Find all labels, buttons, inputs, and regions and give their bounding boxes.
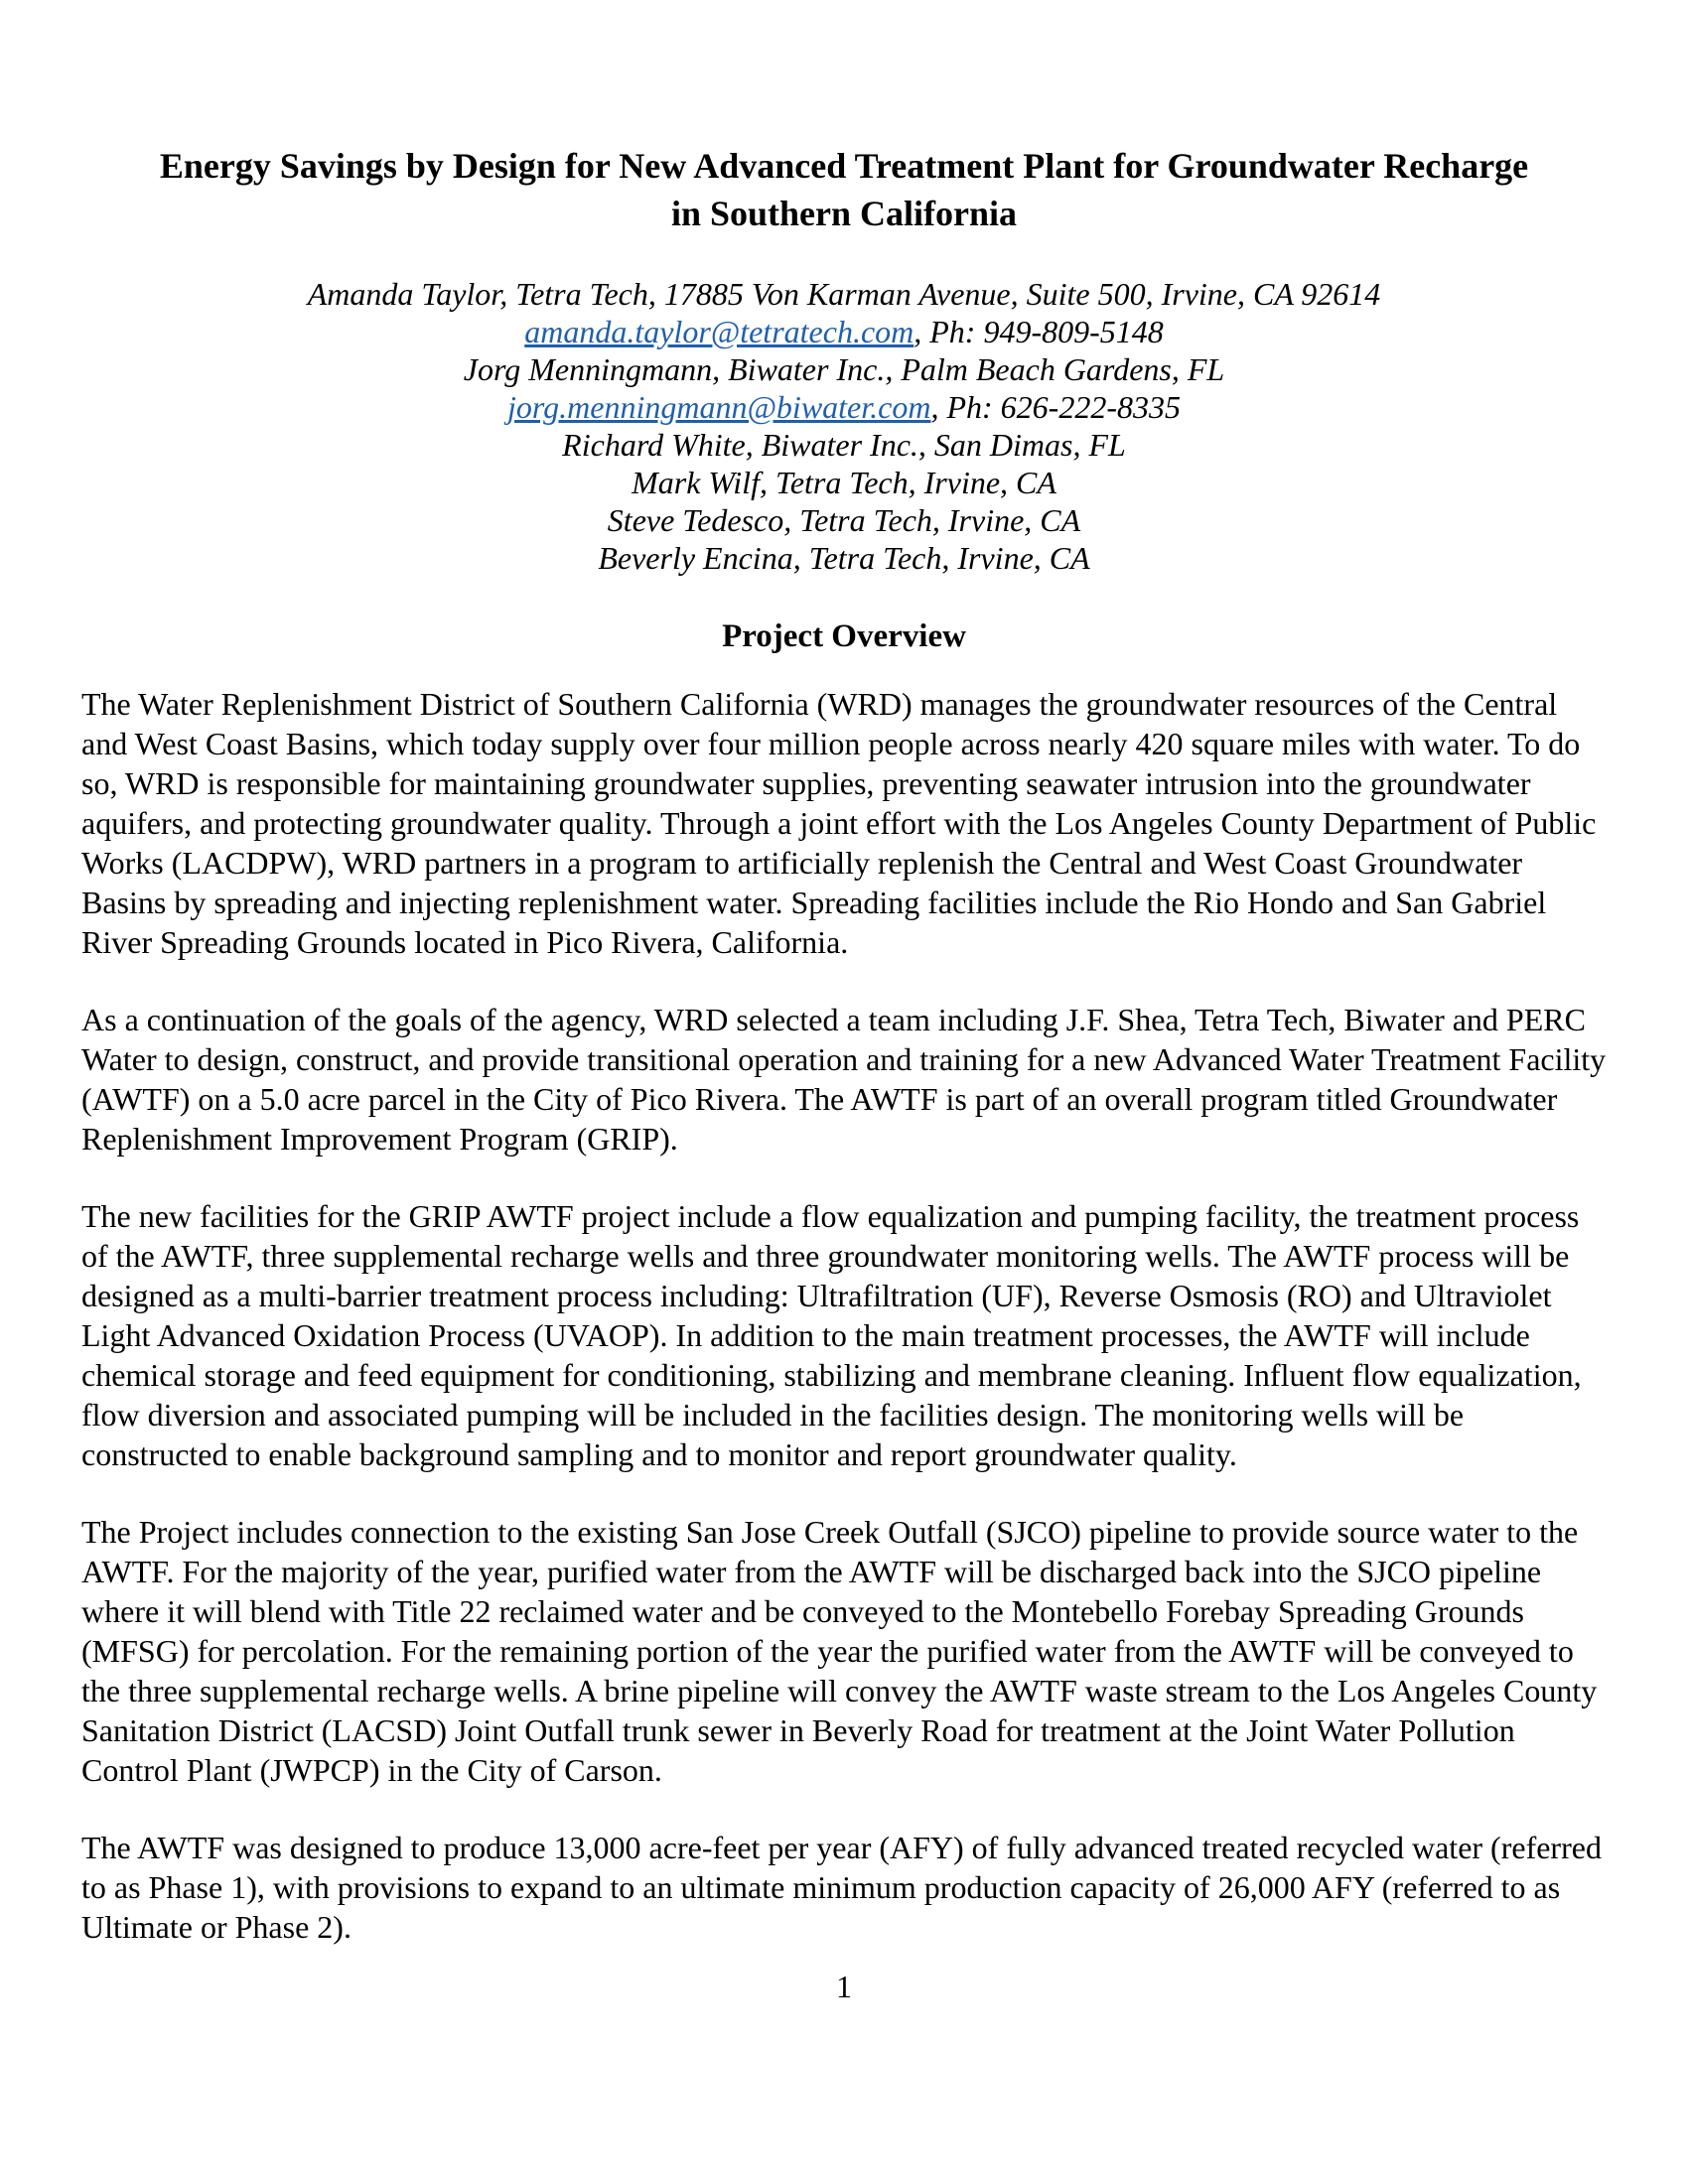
author-line-amanda-taylor — [81, 275, 1607, 313]
author-line-jorg-menningmann — [81, 350, 1607, 388]
author-phone-text: , Ph: 626-222-8335 — [930, 389, 1181, 425]
paragraph-2: As a continuation of the goals of the agency, WRD selected a team including J.F. Shea, Tetra Tech, Biwater and PERC Water to design, construct, and provide transitional operation and training for a new Advanced Water Treatment Facility (AWTF) on a 5.0 acre parcel in the City of Pico Rivera. The AWTF is part of an overall program titled Groundwater Replenishment Improvement Program (GRIP). — [81, 1002, 1607, 1157]
author-line-richard-white — [81, 426, 1607, 464]
email-link-jorg-menningmann[interactable]: jorg.menningmann@biwater.com — [507, 389, 931, 425]
author-text: Beverly Encina, Tetra Tech, Irvine, CA — [598, 540, 1090, 576]
author-contact-line-amanda-taylor — [81, 313, 1607, 350]
page-number: 1 — [836, 1969, 852, 2004]
author-block — [81, 275, 1607, 577]
author-text: Steve Tedesco, Tetra Tech, Irvine, CA — [607, 502, 1081, 538]
author-contact-line-jorg-menningmann — [81, 388, 1607, 426]
paragraph-5: The AWTF was designed to produce 13,000 acre-feet per year (AFY) of fully advanced treated recycled water (referred to as Phase 1), with provisions to expand to an ultimate minimum production capacity of 26,000 AFY (referred to as Ultimate or Phase 2). — [81, 1830, 1602, 1945]
paper-title-line-1: Energy Savings by Design for New Advanced Treatment Plant for Groundwater Recharge — [159, 146, 1529, 186]
author-line-steve-tedesco — [81, 501, 1607, 539]
paragraph-4: The Project includes connection to the existing San Jose Creek Outfall (SJCO) pipeline to provide source water to the AWTF. For the majority of the year, purified water from the AWTF will be discharged back into the SJCO pipeline where it will blend with Title 22 reclaimed water and be conveyed to the Montebello Forebay Spreading Grounds (MFSG) for percolation. For the remaining portion of the year the purified water from the AWTF will be conveyed to the three supplemental recharge wells. A brine pipeline will convey the AWTF waste stream to the Los Angeles County Sanitation District (LACSD) Joint Outfall trunk sewer in Beverly Road for treatment at the Joint Water Pollution Control Plant (JWPCP) in the City of Carson. — [81, 1514, 1598, 1788]
email-link-amanda-taylor[interactable]: amanda.taylor@tetratech.com — [524, 314, 914, 349]
author-phone-text: , Ph: 949-809-5148 — [914, 314, 1164, 349]
author-line-beverly-encina — [81, 539, 1607, 577]
section-heading-project-overview: Project Overview — [722, 618, 966, 654]
author-text: Mark Wilf, Tetra Tech, Irvine, CA — [632, 465, 1056, 500]
author-text: Richard White, Biwater Inc., San Dimas, FL — [562, 427, 1126, 463]
author-line-mark-wilf — [81, 464, 1607, 501]
paper-title — [81, 142, 1607, 237]
author-text: Jorg Menningmann, Biwater Inc., Palm Beach Gardens, FL — [463, 351, 1225, 387]
author-text: Amanda Taylor, Tetra Tech, 17885 Von Karman Avenue, Suite 500, Irvine, CA 92614 — [307, 276, 1381, 312]
paper-title-line-2: in Southern California — [670, 194, 1018, 233]
paragraph-3: The new facilities for the GRIP AWTF project include a flow equalization and pumping facility, the treatment process of the AWTF, three supplemental recharge wells and three groundwater monitoring wells. The AWTF process will be designed as a multi-barrier treatment process including: Ultrafiltration (UF), Reverse Osmosis (RO) and Ultraviolet Light Advanced Oxidation Process (UVAOP). In addition to the main treatment processes, the AWTF will include chemical storage and feed equipment for conditioning, stabilizing and membrane cleaning. Influent flow equalization, flow diversion and associated pumping will be included in the facilities design. The monitoring wells will be constructed to enable background sampling and to monitor and report groundwater quality. — [81, 1198, 1582, 1472]
paragraph-1: The Water Replenishment District of Southern California (WRD) manages the groundwater resources of the Central and West Coast Basins, which today supply over four million people across nearly 420 square miles with water. To do so, WRD is responsible for maintaining groundwater supplies, preventing seawater intrusion into the groundwater aquifers, and protecting groundwater quality. Through a joint effort with the Los Angeles County Department of Public Works (LACDPW), WRD partners in a program to artificially replenish the Central and West Coast Groundwater Basins by spreading and injecting replenishment water. Spreading facilities include the Rio Hondo and San Gabriel River Spreading Grounds located in Pico Rivera, California. — [81, 686, 1597, 960]
